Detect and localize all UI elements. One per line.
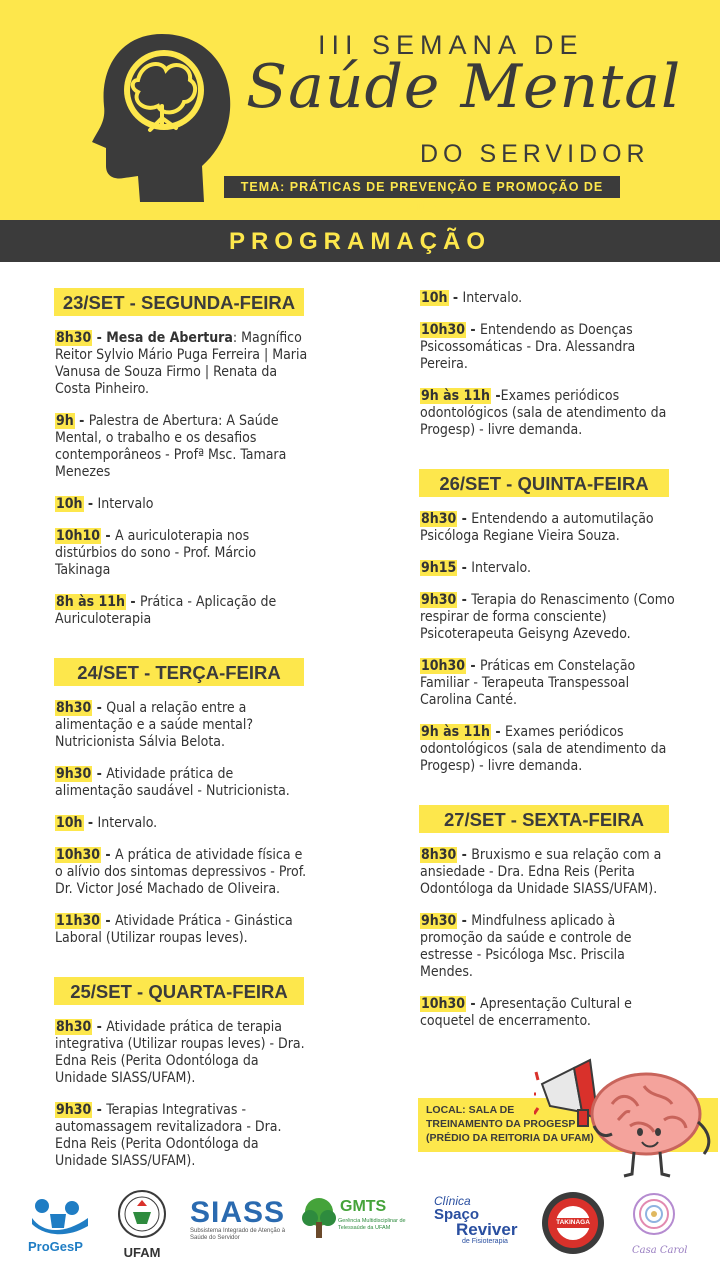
item-text: A prática de atividade física e o alívio dos sintomas depressivos - Prof. Dr. Victor José Machado de Oliveira. (55, 847, 307, 897)
time-badge: 9h30 (421, 592, 457, 608)
item-text: Exames periódicos odontológicos (sala de atendimento da Progesp) - livre demanda. (420, 388, 667, 438)
day-header-terca: 24/SET - TERÇA-FEIRA (54, 658, 304, 686)
time-badge: 10h (421, 290, 448, 306)
tree-icon (300, 1196, 338, 1240)
time-badge: 9h30 (56, 1102, 92, 1118)
programacao-bar: PROGRAMAÇÃO (0, 220, 720, 262)
time-badge: 11h30 (56, 913, 101, 929)
schedule-item: 8h30 - Qual a relação entre a alimentação e a saúde mental? Nutricionista Sálvia Belota. (55, 700, 254, 750)
time-badge: 8h às 11h (56, 594, 125, 610)
item-text: Entendendo a automutilação Psicóloga Regiane Vieira Souza. (420, 511, 654, 544)
ufam-name: UFAM (123, 1245, 161, 1260)
title-line-3: DO SERVIDOR (420, 140, 650, 168)
schedule-item: 10h10 - A auriculoterapia nos distúrbios do sono - Prof. Márcio Takinaga (55, 528, 257, 578)
takinaga-name: TAKINAGA (556, 1219, 590, 1226)
schedule-item: 9h30 - Atividade prática de alimentação saudável - Nutricionista. (55, 766, 290, 799)
item-text: Terapias Integrativas - automassagem revitalizadora - Dra. Edna Reis (Perita Odontóloga da Unidade SIASS/UFAM). (55, 1102, 282, 1169)
schedule-left-column (55, 288, 313, 1170)
day-header-quarta: 25/SET - QUARTA-FEIRA (54, 977, 304, 1005)
time-badge: 10h (56, 815, 83, 831)
schedule-item: 9h30 - Terapias Integrativas - automassagem revitalizadora - Dra. Edna Reis (Perita Odontóloga da Unidade SIASS/UFAM). (55, 1102, 282, 1169)
item-text: Exames periódicos odontológicos (sala de atendimento da Progesp) - livre demanda. (420, 724, 667, 774)
schedule-item: 8h às 11h - Prática - Aplicação de Auriculoterapia (55, 594, 277, 627)
time-badge: 9h (56, 413, 74, 429)
siass-name: SIASS (190, 1196, 286, 1229)
item-text: Intervalo (97, 496, 154, 512)
item-text: : Magnífico Reitor Sylvio Mário Puga Ferreira | Maria Vanusa de Souza Firmo | Renata da Costa Pinheiro. (55, 330, 308, 397)
item-text: Intervalo. (471, 560, 531, 576)
schedule-item: 10h30 - Práticas em Constelação Familiar - Terapeuta Transpessoal Carolina Canté. (420, 658, 636, 708)
item-text: A auriculoterapia nos distúrbios do sono - Prof. Márcio Takinaga (55, 528, 257, 578)
casa-carol-logo (626, 1190, 696, 1260)
time-badge: 9h15 (421, 560, 457, 576)
schedule-item: 9h - Palestra de Abertura: A Saúde Mental, o trabalho e os desafios contemporâneos - Profª Msc. Tamara Menezes (55, 413, 287, 480)
item-text: Apresentação Cultural e coquetel de encerramento. (420, 996, 632, 1029)
tema-banner: TEMA: PRÁTICAS DE PREVENÇÃO E PROMOÇÃO DE SAÚDE (224, 176, 620, 198)
gmts-logo (300, 1196, 412, 1256)
progesp-name: ProGesP (28, 1239, 83, 1254)
time-badge: 9h30 (421, 913, 457, 929)
time-badge: 8h30 (56, 1019, 92, 1035)
time-badge: 8h30 (56, 330, 92, 346)
schedule-item: 10h - Intervalo (56, 496, 154, 512)
time-badge: 8h30 (421, 511, 457, 527)
schedule-item: 8h30 - Entendendo a automutilação Psicóloga Regiane Vieira Souza. (420, 511, 654, 544)
gmts-subtitle: Gerência Multidisciplinar de Telessaúde da UFAM (338, 1218, 406, 1231)
item-text: Bruxismo e sua relação com a ansiedade - Dra. Edna Reis (Perita Odontóloga da Unidade SIASS/UFAM). (420, 847, 662, 897)
schedule-item: 8h30 - Bruxismo e sua relação com a ansiedade - Dra. Edna Reis (Perita Odontóloga da Unidade SIASS/UFAM). (420, 847, 662, 897)
gmts-name: GMTS (340, 1198, 387, 1215)
siass-subtitle: Subsistema Integrado de Atenção à Saúde do Servidor (190, 1228, 286, 1241)
clinica-label: Clínica (434, 1194, 471, 1208)
time-badge: 9h às 11h (421, 724, 490, 740)
schedule-item: 10h30 - A prática de atividade física e o alívio dos sintomas depressivos - Prof. Dr. Victor José Machado de Oliveira. (55, 847, 307, 897)
schedule-item: 9h às 11h - Exames periódicos odontológicos (sala de atendimento da Progesp) - livre demanda. (420, 724, 667, 774)
schedule-item: 10h - Intervalo. (421, 290, 523, 306)
header-banner (0, 0, 720, 220)
time-badge: 9h30 (56, 766, 92, 782)
title-saude-mental: Saúde Mental (246, 52, 682, 122)
item-text: Qual a relação entre a alimentação e a saúde mental? Nutricionista Sálvia Belota. (55, 700, 254, 750)
time-badge: 10h (56, 496, 83, 512)
schedule-item: 9h30 - Terapia do Renascimento (Como respirar de forma consciente) Psicoterapeuta Geisyng Azevedo. (420, 592, 675, 642)
item-bold-text: Mesa de Abertura (106, 330, 233, 346)
progesp-logo (28, 1192, 100, 1262)
progesp-mark-icon (28, 1192, 100, 1236)
item-text: Prática - Aplicação de Auriculoterapia (55, 594, 277, 627)
siass-logo (190, 1198, 290, 1258)
item-text: Práticas em Constelação Familiar - Terapeuta Transpessoal Carolina Canté. (420, 658, 636, 708)
time-badge: 9h às 11h (421, 388, 490, 404)
sponsor-logos (0, 1180, 720, 1280)
time-badge: 10h10 (56, 528, 101, 544)
time-badge: 8h30 (421, 847, 457, 863)
day-header-sexta: 27/SET - SEXTA-FEIRA (419, 805, 669, 833)
item-text: Intervalo. (97, 815, 158, 831)
local-line: LOCAL: SALA DE (426, 1104, 515, 1116)
schedule-item: 9h30 - Mindfulness aplicado à promoção da saúde e controle de estresse - Psicóloga Msc. Priscila Mendes. (420, 913, 632, 980)
reviver-label: Reviver (456, 1220, 518, 1239)
item-text: Atividade Prática - Ginástica Laboral (Utilizar roupas leves). (55, 913, 293, 946)
spaco-label: Spaço (434, 1206, 480, 1223)
item-text: Palestra de Abertura: A Saúde Mental, o trabalho e os desafios contemporâneos - Profª Msc. Tamara Menezes (55, 413, 287, 480)
time-badge: 8h30 (56, 700, 92, 716)
item-text: Terapia do Renascimento (Como respirar de forma consciente) Psicoterapeuta Geisyng Azevedo. (420, 592, 675, 642)
day-header-quinta: 26/SET - QUINTA-FEIRA (419, 469, 669, 497)
item-text: Intervalo. (462, 290, 523, 306)
item-text: Mindfulness aplicado à promoção da saúde e controle de estresse - Psicóloga Msc. Priscila Mendes. (420, 913, 632, 980)
schedule-item: 11h30 - Atividade Prática - Ginástica Laboral (Utilizar roupas leves). (55, 913, 293, 946)
head-brain-icon (92, 26, 232, 202)
local-line: (PRÉDIO DA REITORIA DA UFAM) (426, 1132, 594, 1144)
schedule-item: 8h30 - Atividade prática de terapia integrativa (Utilizar roupas leves) - Dra. Edna Reis (Perita Odontóloga da Unidade SIASS/UFAM). (55, 1019, 305, 1086)
time-badge: 10h30 (421, 322, 466, 338)
time-badge: 10h30 (56, 847, 101, 863)
schedule-item: 10h - Intervalo. (56, 815, 158, 831)
fisio-label: de Fisioterapia (462, 1238, 508, 1245)
schedule-item: 10h30 - Entendendo as Doenças Psicossomáticas - Dra. Alessandra Pereira. (420, 322, 636, 372)
schedule-right-column (420, 290, 680, 1030)
fingerprint-icon (626, 1190, 682, 1240)
item-text: Entendendo as Doenças Psicossomáticas - Dra. Alessandra Pereira. (420, 322, 636, 372)
takinaga-logo (540, 1190, 606, 1256)
ufam-logo (112, 1188, 172, 1268)
title-line-1: III SEMANA DE (318, 30, 584, 60)
schedule-item: 8h30 - Mesa de Abertura: Magnífico Reitor Sylvio Mário Puga Ferreira | Maria Vanusa de Souza Firmo | Renata da Costa Pinheiro. (55, 330, 308, 397)
day-header-segunda: 23/SET - SEGUNDA-FEIRA (54, 288, 304, 316)
schedule-item: 9h15 - Intervalo. (421, 560, 531, 576)
item-text: Atividade prática de terapia integrativa (Utilizar roupas leves) - Dra. Edna Reis (Perita Odontóloga da Unidade SIASS/UFAM). (55, 1019, 305, 1086)
ufam-seal-icon (117, 1188, 167, 1240)
casa-carol-name: Casa Carol (632, 1245, 688, 1256)
item-text: Atividade prática de alimentação saudável - Nutricionista. (55, 766, 290, 799)
local-line: TREINAMENTO DA PROGESP (426, 1118, 576, 1130)
time-badge: 10h30 (421, 996, 466, 1012)
spaco-reviver-logo (434, 1194, 524, 1258)
schedule-item: 9h às 11h -Exames periódicos odontológicos (sala de atendimento da Progesp) - livre demanda. (420, 388, 667, 438)
time-badge: 10h30 (421, 658, 466, 674)
schedule-item: 10h30 - Apresentação Cultural e coquetel de encerramento. (420, 996, 632, 1029)
brain-megaphone-mascot-icon (534, 1050, 720, 1180)
